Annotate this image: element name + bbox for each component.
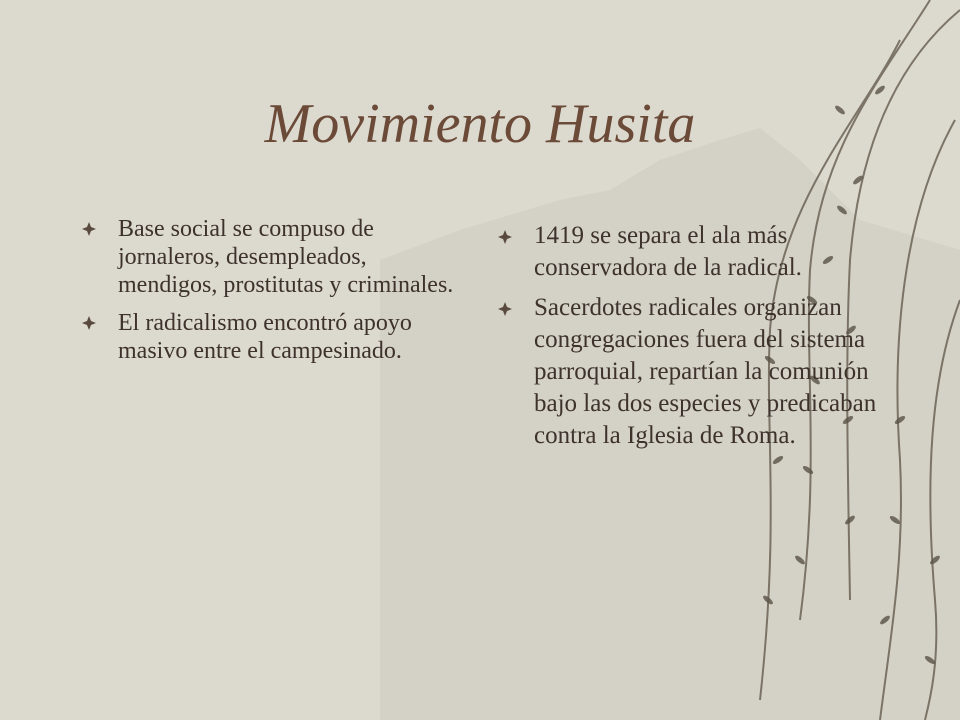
list-item [80,215,460,299]
list-item-text: 1419 se separa el ala más conservadora de la radical. [534,222,802,281]
list-item-text: Sacerdotes radicales organizan congregaciones fuera del sistema parroquial, repartían la comunión bajo las dos especies y predicaban contra la Iglesia de Roma. [534,294,877,449]
list-item [496,220,881,284]
left-bullet-list [80,215,460,365]
list-item [496,292,881,452]
list-item-text: El radicalismo encontró apoyo masivo entre el campesinado. [118,310,412,364]
four-petal-diamond-icon [82,222,96,236]
four-petal-diamond-icon [498,302,512,316]
four-petal-diamond-icon [82,316,96,330]
right-bullet-list [496,220,881,452]
list-item-text: Base social se compuso de jornaleros, desempleados, mendigos, prostitutas y criminales. [118,216,454,298]
slide-title: Movimiento Husita [264,93,696,155]
four-petal-diamond-icon [498,230,512,244]
left-column [80,215,460,375]
right-column [496,220,881,460]
list-item [80,309,460,365]
